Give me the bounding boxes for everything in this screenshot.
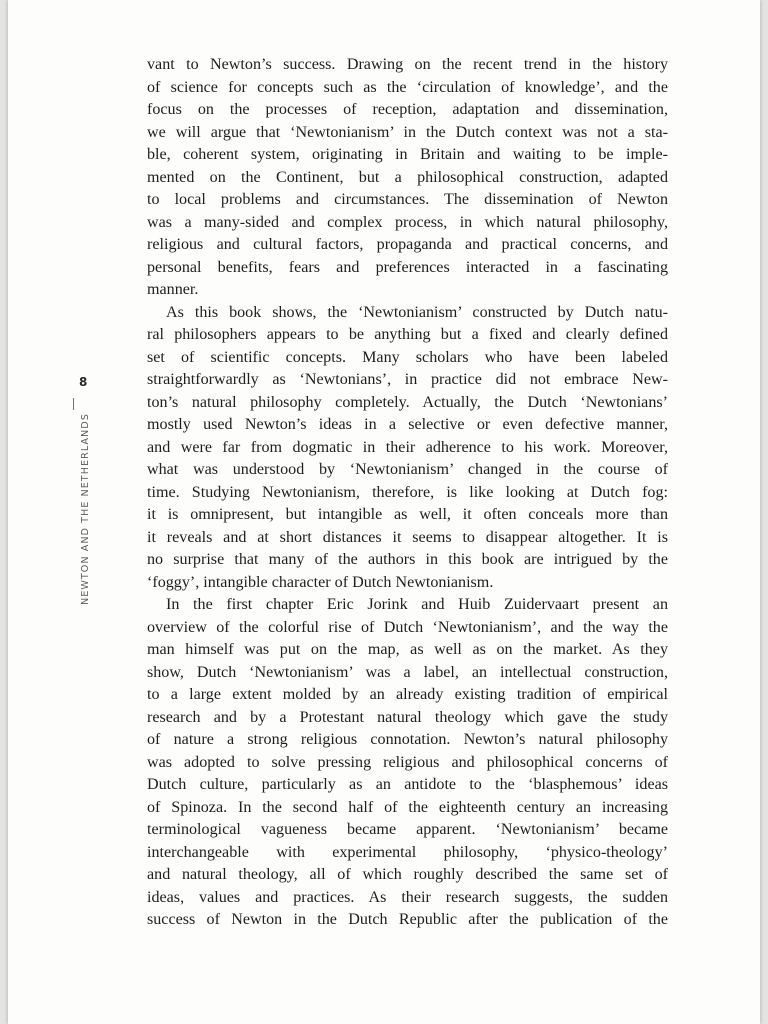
text-line: In the first chapter Eric Jorink and Huib Zuidervaart present an <box>166 596 668 613</box>
text-line: ble, coherent system, originating in Britain and waiting to be imple- <box>147 146 668 163</box>
text-line: ‘foggy’, intangible character of Dutch Newtonianism. <box>147 573 494 591</box>
text-line: to a large extent molded by an already existing tradition of empirical <box>147 686 668 703</box>
text-line: focus on the processes of reception, adaptation and dissemination, <box>147 101 668 118</box>
page-number: 8 <box>79 375 88 389</box>
text-line: was a many-sided and complex process, in which natural philosophy, <box>147 213 668 231</box>
text-line: and natural theology, all of which roughly described the same set of <box>147 866 668 883</box>
text-line: straightforwardly as ‘Newtonians’, in practice did not embrace New- <box>147 371 668 388</box>
text-line: and were far from dogmatic in their adherence to his work. Moreover, <box>147 438 668 456</box>
running-head: NEWTON AND THE NETHERLANDS <box>80 413 91 605</box>
book-page <box>8 0 760 1024</box>
text-line: man himself was put on the map, as well as on the market. As they <box>147 641 668 658</box>
text-line: ton’s natural philosophy completely. Actually, the Dutch ‘Newtonians’ <box>147 393 668 411</box>
text-line: of science for concepts such as the ‘circulation of knowledge’, and the <box>147 78 668 96</box>
text-line: mostly used Newton’s ideas in a selective or even defective manner, <box>147 416 668 433</box>
text-line: to local problems and circumstances. The dissemination of Newton <box>147 191 668 208</box>
text-line: it is omnipresent, but intangible as well, it often conceals more than <box>147 506 668 523</box>
text-line: personal benefits, fears and preferences interacted in a fascinating <box>147 258 668 276</box>
text-line: vant to Newton’s success. Drawing on the recent trend in the history <box>147 56 668 73</box>
text-line: no surprise that many of the authors in this book are intrigued by the <box>147 551 668 568</box>
text-line: success of Newton in the Dutch Republic after the publication of the <box>147 911 668 928</box>
text-line: terminological vagueness became apparent. ‘Newtonianism’ became <box>147 821 668 838</box>
text-line: what was understood by ‘Newtonianism’ changed in the course of <box>147 461 668 478</box>
text-line: it reveals and at short distances it seems to disappear altogether. It is <box>147 528 668 546</box>
text-line: As this book shows, the ‘Newtonianism’ constructed by Dutch natu- <box>166 303 668 321</box>
margin-rule <box>73 398 74 410</box>
text-line: ideas, values and practices. As their research suggests, the sudden <box>147 888 668 906</box>
body-text <box>147 54 668 932</box>
text-line: of Spinoza. In the second half of the eighteenth century an increasing <box>147 798 668 816</box>
text-line: was adopted to solve pressing religious and philosophical concerns of <box>147 753 668 771</box>
text-line: we will argue that ‘Newtonianism’ in the Dutch context was not a sta- <box>147 123 668 141</box>
text-line: mented on the Continent, but a philosophical construction, adapted <box>147 168 668 186</box>
text-line: interchangeable with experimental philosophy, ‘physico-theology’ <box>147 843 668 861</box>
text-line: ral philosophers appears to be anything but a fixed and clearly defined <box>147 326 668 343</box>
text-line: overview of the colorful rise of Dutch ‘Newtonianism’, and the way the <box>147 618 668 636</box>
text-line: manner. <box>147 281 199 298</box>
text-line: religious and cultural factors, propaganda and practical concerns, and <box>147 236 668 253</box>
text-line: research and by a Protestant natural theology which gave the study <box>147 708 668 726</box>
text-line: of nature a strong religious connotation. Newton’s natural philosophy <box>147 731 668 748</box>
text-line: show, Dutch ‘Newtonianism’ was a label, an intellectual construction, <box>147 663 668 681</box>
text-line: time. Studying Newtonianism, therefore, is like looking at Dutch fog: <box>147 483 668 501</box>
text-line: set of scientific concepts. Many scholars who have been labeled <box>147 348 668 366</box>
text-line: Dutch culture, particularly as an antidote to the ‘blasphemous’ ideas <box>147 776 668 793</box>
